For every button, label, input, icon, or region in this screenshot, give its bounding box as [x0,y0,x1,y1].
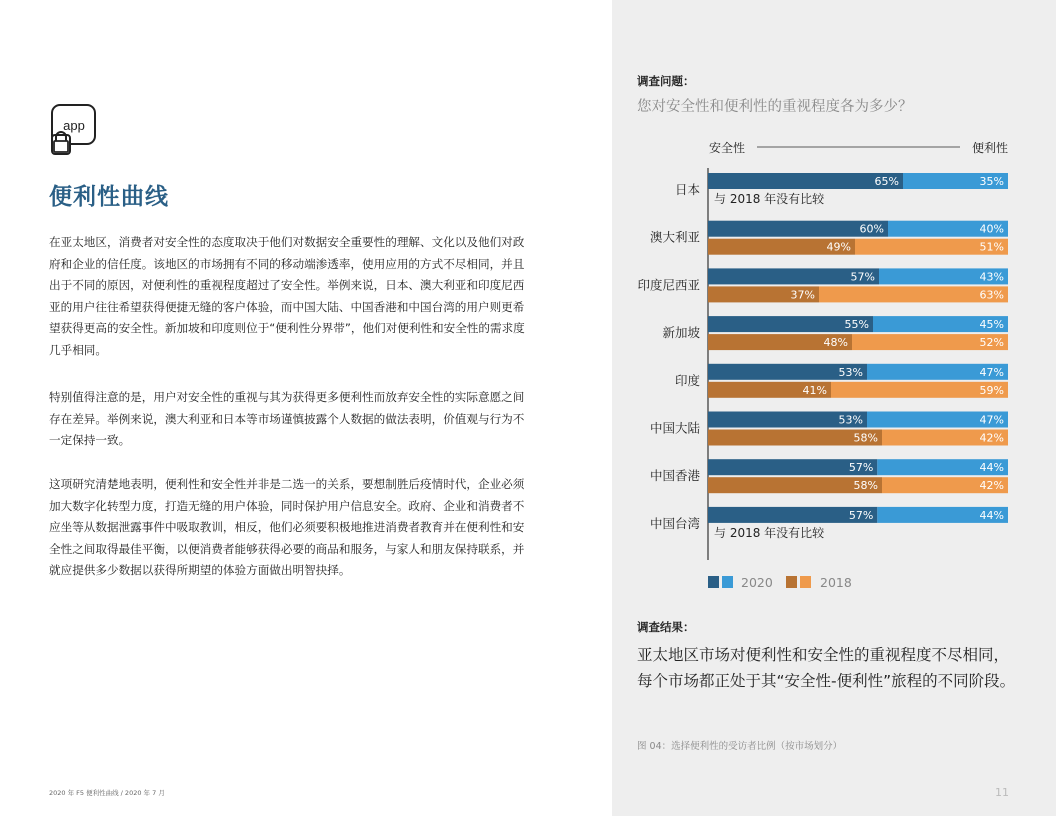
body-paragraph-3: 这项研究清楚地表明，便利性和安全性并非是二选一的关系，要想制胜后疫情时代，企业必须加大数字化转型力度，打造无缝的用户体验，同时保护用户信息安全。政府、企业和消费者不应坐等从数据泄露事件中吸取教训，相反，他们必须要积极地推进消费者教育并在便利性和安全性之间取得最佳平衡，以便消费者能够获得必要的商品和服务，与家人和朋友保持联系，并就应提供多少数据以获得所期望的体验方面做出明智抉择。 [49,477,525,577]
data-label-2020-convenience: 43% [979,270,1004,284]
result-text: 亚太地区市场对便利性和安全性的重视程度不尽相同，每个市场都正处于其“安全性-便利性”旅程的不同阶段。 [637,646,1016,690]
legend-swatch-2018-convenience [800,576,811,588]
legend-swatch-2018-security [786,576,797,588]
data-label-2020-convenience: 45% [979,318,1004,332]
data-label-2018-convenience: 59% [979,383,1004,397]
data-label-2020-security: 57% [848,461,874,475]
figure-caption: 图 04：选择便利性的受访者比例（按市场划分） [637,741,843,752]
app-lock-icon [49,103,97,156]
question-label: 调查问题： [637,74,695,88]
data-label-2018-security: 48% [823,336,848,350]
no-comparison-note: 与 2018 年没有比较 [714,525,825,540]
data-label-2020-convenience: 47% [979,365,1004,379]
no-comparison-note: 与 2018 年没有比较 [714,192,825,206]
data-label-2020-security: 53% [838,365,863,379]
question-text: 您对安全性和便利性的重视程度各为多少？ [637,99,913,115]
data-label-2018-security: 37% [790,288,815,302]
data-label-2018-convenience: 51% [979,240,1004,254]
data-label-2020-convenience: 47% [979,413,1004,427]
category-label: 中国大陆 [649,420,700,436]
axis-label-convenience: 便利性 [971,141,1008,155]
category-label: 澳大利亚 [649,229,700,245]
data-label-2020-convenience: 44% [979,508,1004,522]
data-label-2020-security: 55% [844,318,869,332]
convenience-chart [612,130,1056,600]
data-label-2018-security: 41% [802,383,827,397]
footer-text: 2020 年 F5 便利性曲线 / 2020 年 7 月 [49,789,165,797]
data-label-2018-security: 58% [853,479,878,493]
data-label-2018-security: 58% [853,431,878,445]
category-label: 印度尼西亚 [637,277,700,293]
legend-swatch-2020-convenience [722,576,733,588]
data-label-2020-security: 60% [859,222,884,236]
app-icon-text: app [63,118,85,133]
data-label-2020-convenience: 40% [979,222,1004,236]
data-label-2018-convenience: 42% [979,431,1004,445]
data-label-2018-convenience: 63% [979,288,1004,302]
result-label: 调查结果： [637,620,695,634]
page-number: 11 [995,786,1009,799]
data-label-2020-security: 57% [848,508,874,522]
legend-label-2018: 2018 [820,575,852,590]
category-label: 日本 [674,182,700,197]
legend-swatch-2020-security [708,576,719,588]
data-label-2020-convenience: 35% [979,175,1004,188]
axis-label-security: 安全性 [709,141,746,155]
data-label-2018-security: 49% [826,240,851,254]
data-label-2018-convenience: 42% [979,479,1004,493]
data-label-2020-convenience: 44% [979,461,1004,475]
data-label-2020-security: 65% [874,175,899,188]
category-label: 中国香港 [649,468,700,484]
category-label: 印度 [674,372,700,388]
data-label-2020-security: 57% [850,270,875,284]
data-label-2020-security: 53% [838,413,863,427]
body-paragraph-1: 在亚太地区，消费者对安全性的态度取决于他们对数据安全重要性的理解、文化以及他们对政府和企业的信任度。该地区的市场拥有不同的移动端渗透率，使用应用的方式不尽相同，并且出于不同的原因，对便利性的重视程度超过了安全性。举例来说，日本、澳大利亚和印度尼西亚的用户往往希望获得便捷无缝的客户体验，而中国大陆、中国香港和中国台湾的用户则更希望获得更高的安全性。新加坡和印度则位于“便利性分界带”，他们对便利性和安全性的需求度几乎相同。 [49,235,525,357]
category-label: 新加坡 [662,325,700,341]
data-label-2018-convenience: 52% [979,336,1004,350]
category-label: 中国台湾 [649,515,700,531]
body-paragraph-2: 特别值得注意的是，用户对安全性的重视与其为获得更多便利性而放弃安全性的实际意愿之间存在差异。举例来说，澳大利亚和日本等市场谨慎披露个人数据的做法表明，价值观与行为不一定保持一致。 [49,390,525,447]
legend-label-2020: 2020 [741,575,773,590]
page-title: 便利性曲线 [49,184,169,210]
